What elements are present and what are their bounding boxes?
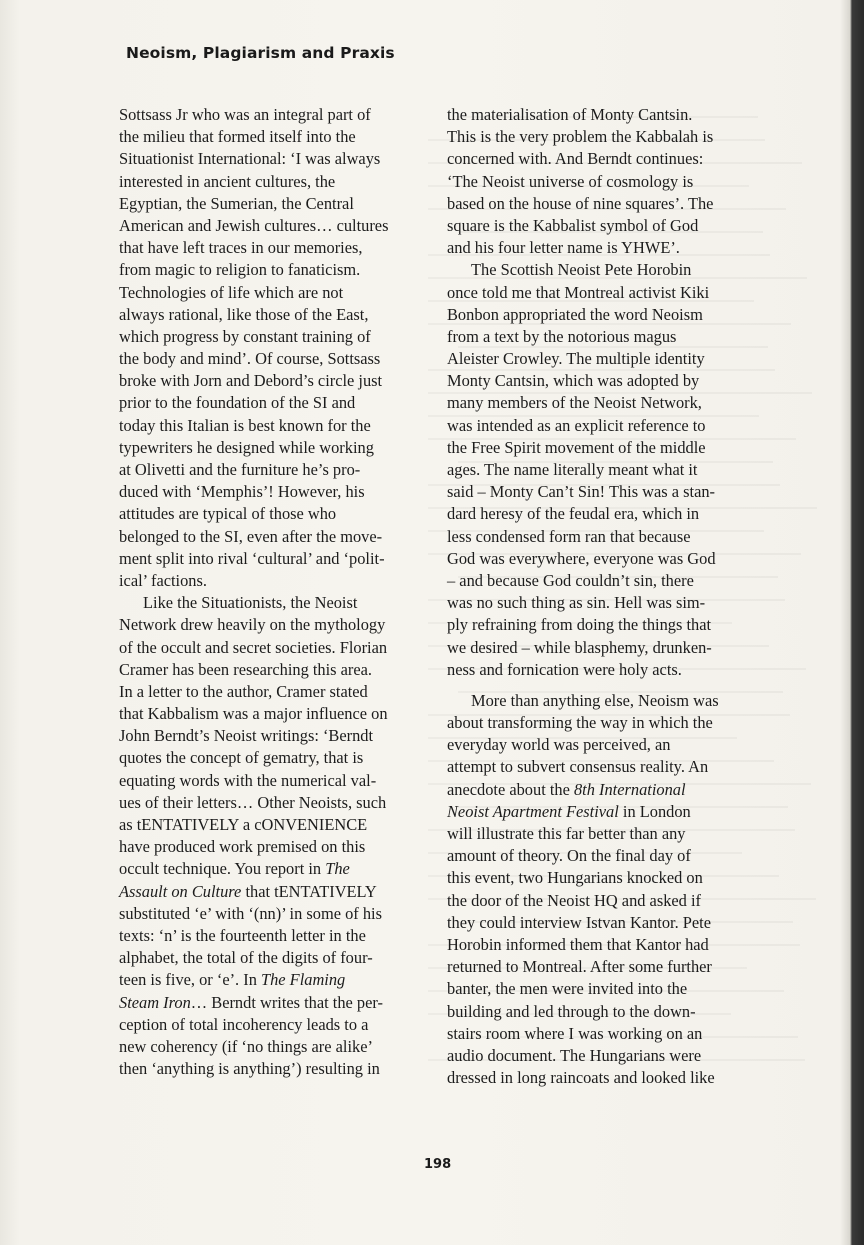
- text-line: Horobin informed them that Kantor had: [447, 934, 709, 954]
- text-line: ply refraining from doing the things that: [447, 615, 712, 635]
- text-line: ages. The name literally meant what it: [447, 460, 698, 479]
- text-line: texts: ‘n’ is the fourteenth letter in the: [119, 925, 366, 945]
- text-line: everyday world was perceived, an: [447, 735, 671, 755]
- text-line: occult technique. You report in The: [119, 859, 350, 879]
- text-line: dressed in long raincoats and looked like: [447, 1068, 715, 1088]
- text-line: at Olivetti and the furniture he’s pro-: [119, 460, 361, 479]
- text-line: Bonbon appropriated the word Neoism: [447, 304, 703, 324]
- text-line: building and led through to the down-: [447, 1001, 696, 1021]
- text-line: audio document. The Hungarians were: [447, 1045, 702, 1065]
- text-line: The Scottish Neoist Pete Horobin: [471, 260, 692, 280]
- text-line: substituted ‘e’ with ‘(nn)’ in some of his: [119, 903, 382, 923]
- text-line: Network drew heavily on the mythology: [119, 615, 386, 635]
- text-line: alphabet, the total of the digits of four-: [119, 948, 373, 968]
- text-line: was no such thing as sin. Hell was sim-: [447, 593, 706, 613]
- text-line: Assault on Culture that tENTATIVELY: [119, 881, 377, 901]
- text-line: dard heresy of the feudal era, which in: [447, 504, 700, 524]
- text-line: have produced work premised on this: [119, 837, 366, 857]
- text-line: from a text by the notorious magus: [447, 326, 677, 346]
- left-column: [119, 104, 439, 1080]
- text-line: the door of the Neoist HQ and asked if: [447, 890, 701, 910]
- text-line: Monty Cantsin, which was adopted by: [447, 371, 700, 391]
- text-line: interested in ancient cultures, the: [119, 171, 336, 191]
- text-line: John Berndt’s Neoist writings: ‘Berndt: [119, 726, 374, 746]
- text-line: This is the very problem the Kabbalah is: [447, 127, 714, 147]
- text-line: that have left traces in our memories,: [119, 238, 363, 258]
- text-line: Aleister Crowley. The multiple identity: [447, 349, 705, 369]
- text-line: today this Italian is best known for the: [119, 415, 371, 435]
- text-line: Technologies of life which are not: [119, 282, 344, 302]
- text-line: the body and mind’. Of course, Sottsass: [119, 349, 381, 369]
- text-line: they could interview Istvan Kantor. Pete: [447, 912, 712, 932]
- text-line: typewriters he designed while working: [119, 437, 374, 457]
- text-line: then ‘anything is anything’) resulting in: [119, 1059, 380, 1079]
- text-line: equating words with the numerical val-: [119, 770, 377, 790]
- text-line: returned to Montreal. After some further: [447, 957, 712, 977]
- text-line: from magic to religion to fanaticism.: [119, 260, 361, 280]
- text-line: Sottsass Jr who was an integral part of: [119, 105, 371, 124]
- running-head: Neoism, Plagiarism and Praxis: [126, 44, 395, 62]
- text-line: More than anything else, Neoism was: [471, 690, 719, 710]
- text-line: we desired – while blasphemy, drunken-: [447, 637, 712, 657]
- text-line: square is the Kabbalist symbol of God: [447, 215, 699, 235]
- text-line: the Free Spirit movement of the middle: [447, 437, 706, 457]
- text-line: American and Jewish cultures… cultures: [119, 215, 389, 235]
- text-line: attempt to subvert consensus reality. An: [447, 757, 709, 777]
- text-line: Cramer has been researching this area.: [119, 659, 373, 679]
- text-line: ‘The Neoist universe of cosmology is: [447, 171, 694, 191]
- text-line: said – Monty Can’t Sin! This was a stan-: [447, 482, 716, 502]
- paragraph-gap: [447, 681, 777, 690]
- text-line: Like the Situationists, the Neoist: [143, 593, 358, 613]
- text-line: God was everywhere, everyone was God: [447, 548, 716, 568]
- text-line: concerned with. And Berndt continues:: [447, 149, 704, 169]
- text-line: Egyptian, the Sumerian, the Central: [119, 193, 354, 213]
- text-line: about transforming the way in which the: [447, 713, 713, 733]
- text-line: and his four letter name is YHWE’.: [447, 238, 680, 258]
- text-line: always rational, like those of the East,: [119, 304, 369, 324]
- text-line: amount of theory. On the final day of: [447, 846, 691, 866]
- text-line: ical’ factions.: [119, 570, 207, 590]
- text-line: less condensed form ran that because: [447, 526, 691, 546]
- text-line: teen is five, or ‘e’. In The Flaming: [119, 970, 346, 990]
- text-line: the milieu that formed itself into the: [119, 127, 356, 147]
- text-line: was intended as an explicit reference to: [447, 415, 706, 435]
- text-line: the materialisation of Monty Cantsin.: [447, 105, 693, 124]
- text-line: once told me that Montreal activist Kiki: [447, 282, 710, 302]
- text-line: broke with Jorn and Debord’s circle just: [119, 371, 383, 391]
- text-line: – and because God couldn’t sin, there: [447, 570, 694, 590]
- right-column: [447, 104, 777, 1089]
- text-line: quotes the concept of gematry, that is: [119, 748, 364, 768]
- text-line: Situationist International: ‘I was always: [119, 149, 381, 169]
- text-line: banter, the men were invited into the: [447, 979, 688, 999]
- text-line: anecdote about the 8th International: [447, 779, 686, 799]
- text-line: attitudes are typical of those who: [119, 504, 337, 524]
- text-line: of the occult and secret societies. Florian: [119, 637, 388, 657]
- text-line: ment split into rival ‘cultural’ and ‘polit-: [119, 548, 385, 568]
- text-line: Steam Iron… Berndt writes that the per-: [119, 992, 383, 1012]
- text-line: ception of total incoherency leads to a: [119, 1014, 369, 1034]
- text-line: belonged to the SI, even after the move-: [119, 526, 383, 546]
- text-line: new coherency (if ‘no things are alike’: [119, 1036, 373, 1056]
- text-line: will illustrate this far better than any: [447, 824, 686, 843]
- text-line: In a letter to the author, Cramer stated: [119, 681, 368, 701]
- text-line: based on the house of nine squares’. The: [447, 193, 714, 213]
- text-line: ues of their letters… Other Neoists, such: [119, 792, 387, 812]
- text-line: many members of the Neoist Network,: [447, 393, 702, 413]
- text-line: as tENTATIVELY a cONVENIENCE: [119, 815, 368, 834]
- text-line: that Kabbalism was a major influence on: [119, 704, 388, 724]
- text-line: Neoist Apartment Festival in London: [447, 801, 691, 821]
- text-line: duced with ‘Memphis’! However, his: [119, 482, 365, 502]
- text-line: stairs room where I was working on an: [447, 1023, 703, 1043]
- text-line: ness and fornication were holy acts.: [447, 659, 682, 679]
- text-line: which progress by constant training of: [119, 326, 371, 346]
- text-line: prior to the foundation of the SI and: [119, 393, 356, 413]
- text-line: this event, two Hungarians knocked on: [447, 868, 703, 888]
- page-number: 198: [424, 1157, 452, 1172]
